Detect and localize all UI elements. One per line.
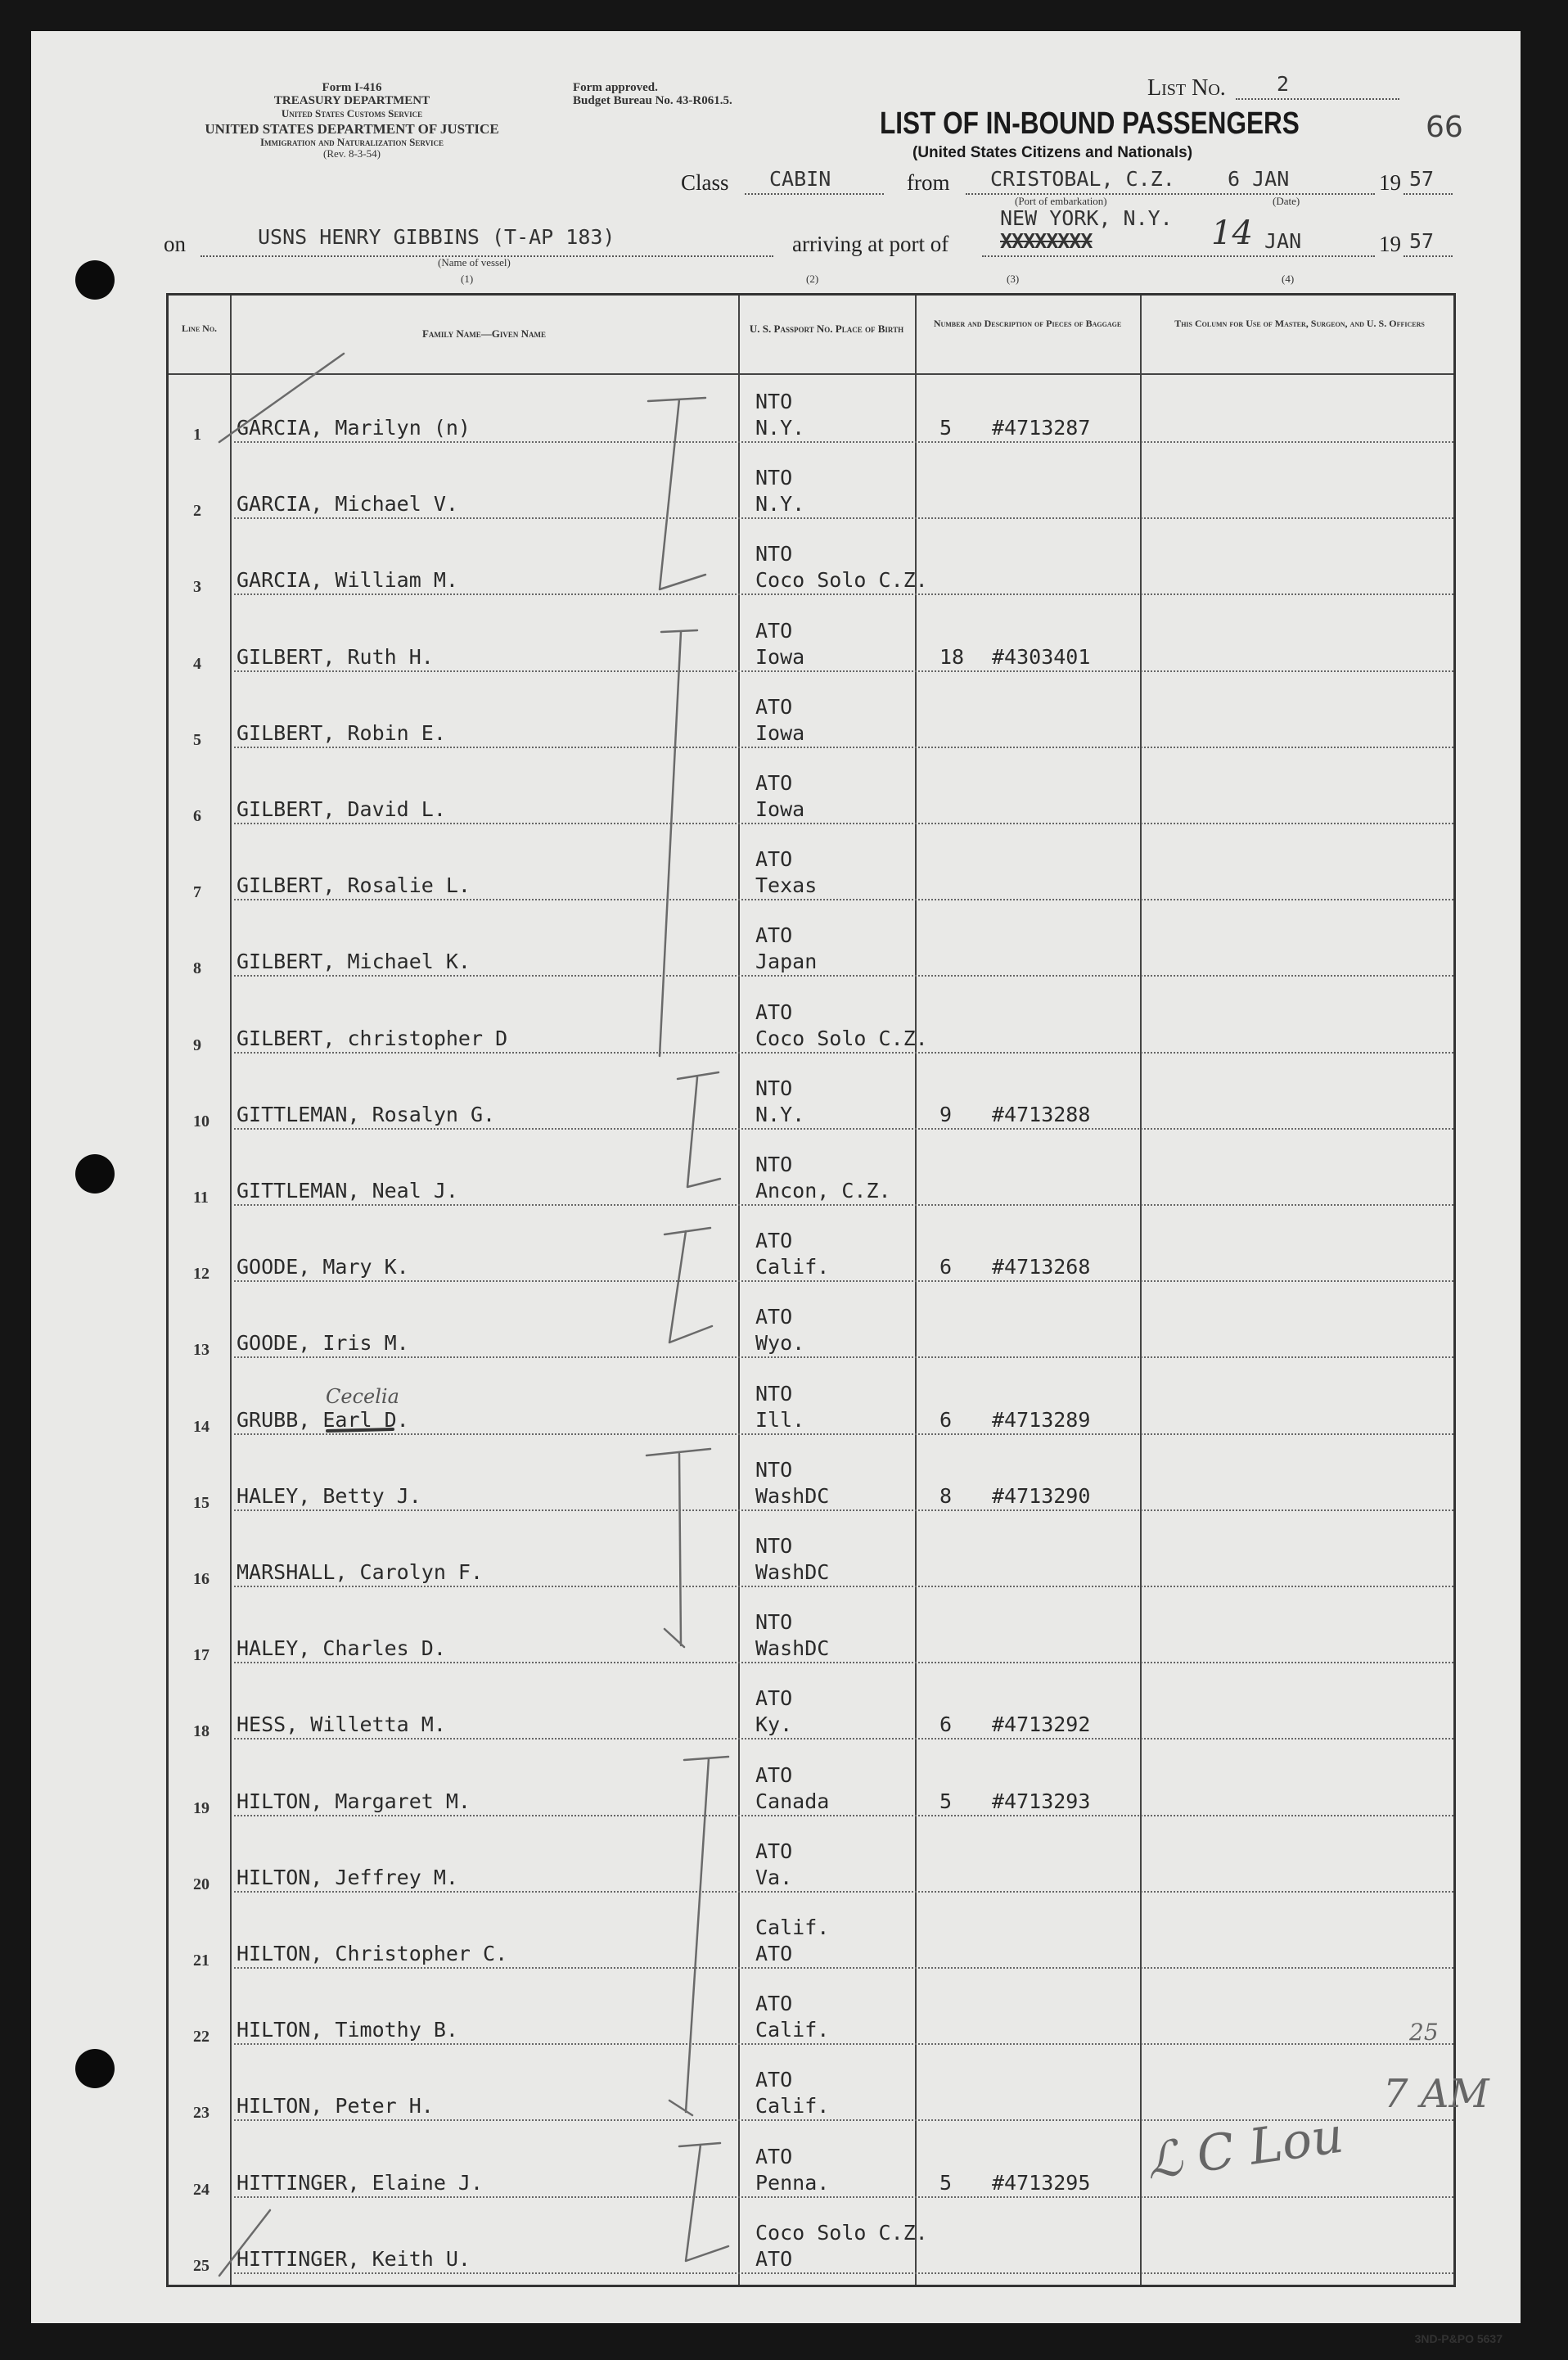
passport-code: Calif. bbox=[755, 1916, 830, 1939]
passenger-name: GOODE, Mary K. bbox=[237, 1255, 409, 1279]
baggage-count: 8 bbox=[939, 1483, 953, 1508]
from-label: from bbox=[907, 170, 950, 195]
birth-place: Iowa bbox=[755, 644, 805, 669]
passport-code: ATO bbox=[755, 1992, 793, 2016]
passenger-name: HILTON, Timothy B. bbox=[237, 2018, 458, 2042]
depart-year: 57 bbox=[1409, 167, 1435, 191]
passenger-name: HESS, Willetta M. bbox=[237, 1712, 446, 1737]
signature-time: 7 AM bbox=[1383, 2071, 1489, 2117]
line-number: 3 bbox=[193, 578, 201, 597]
passport-code: NTO bbox=[755, 390, 793, 413]
caption-1: (1) bbox=[461, 273, 474, 285]
arrival-port: NEW YORK, N.Y. bbox=[1000, 206, 1173, 230]
birth-place: N.Y. bbox=[755, 1102, 805, 1126]
birth-place: Penna. bbox=[755, 2170, 830, 2195]
passport-code: NTO bbox=[755, 1076, 793, 1100]
birth-place: N.Y. bbox=[755, 492, 805, 517]
list-no-value: 2 bbox=[1277, 72, 1290, 96]
justice-dept: UNITED STATES DEPARTMENT OF JUSTICE bbox=[205, 121, 499, 138]
caption-3: (3) bbox=[1007, 273, 1020, 285]
passenger-name: HITTINGER, Keith U. bbox=[237, 2246, 471, 2271]
line-number: 25 bbox=[193, 2256, 210, 2275]
passport-code: NTO bbox=[755, 1534, 793, 1558]
birth-place: ATO bbox=[755, 2246, 793, 2271]
bracket-mark bbox=[679, 2143, 728, 2261]
line-number: 12 bbox=[193, 1265, 210, 1284]
bracket-mark bbox=[669, 1757, 728, 2115]
passport-code: ATO bbox=[755, 771, 793, 795]
passport-code: NTO bbox=[755, 542, 793, 566]
vessel-name: USNS HENRY GIBBINS (T-AP 183) bbox=[258, 225, 615, 249]
line-number: 5 bbox=[193, 730, 201, 749]
passenger-name: GITTLEMAN, Neal J. bbox=[237, 1179, 458, 1203]
form-approved: Form approved. bbox=[573, 81, 658, 94]
passport-code: ATO bbox=[755, 923, 793, 948]
baggage-count: 5 bbox=[939, 1789, 953, 1813]
line-number: 8 bbox=[193, 959, 201, 978]
strike-mark bbox=[327, 1429, 393, 1431]
signature-superscript: 25 bbox=[1409, 2019, 1439, 2046]
budget-bureau: Budget Bureau No. 43-R061.5. bbox=[573, 93, 732, 107]
passport-code: ATO bbox=[755, 847, 793, 872]
on-label: on bbox=[164, 232, 186, 256]
baggage-tag: #4713292 bbox=[992, 1712, 1091, 1737]
passport-code: ATO bbox=[755, 2144, 793, 2168]
baggage-tag: #4713288 bbox=[992, 1102, 1091, 1126]
passport-code: NTO bbox=[755, 1457, 793, 1482]
col-header-passport: U. S. Passport No. Place of Birth bbox=[749, 323, 904, 335]
customs-service: United States Customs Service bbox=[281, 106, 423, 120]
passenger-name: GILBERT, Michael K. bbox=[237, 950, 471, 974]
line-number: 11 bbox=[193, 1189, 209, 1207]
class-label: Class bbox=[681, 170, 729, 195]
passport-code: NTO bbox=[755, 1610, 793, 1635]
passport-code: NTO bbox=[755, 466, 793, 490]
passenger-name: GILBERT, Ruth H. bbox=[237, 644, 434, 669]
vessel-caption: (Name of vessel) bbox=[438, 256, 511, 268]
caption-4: (4) bbox=[1282, 273, 1295, 285]
passenger-name: GARCIA, Marilyn (n) bbox=[237, 416, 471, 440]
passport-code: ATO bbox=[755, 1839, 793, 1863]
port-embark-caption: (Port of embarkation) bbox=[1015, 195, 1107, 207]
passport-code: NTO bbox=[755, 1381, 793, 1406]
arrival-year: 57 bbox=[1409, 229, 1435, 253]
passenger-name: GILBERT, Robin E. bbox=[237, 720, 446, 745]
line-number: 1 bbox=[193, 426, 201, 444]
treasury-dept: TREASURY DEPARTMENT bbox=[273, 93, 430, 107]
ins-service: Immigration and Naturalization Service bbox=[259, 135, 444, 148]
form-subtitle: (United States Citizens and Nationals) bbox=[912, 144, 1193, 161]
birth-place: Ancon, C.Z. bbox=[755, 1179, 891, 1203]
col-header-baggage: Number and Description of Pieces of Baggage bbox=[933, 318, 1122, 329]
birth-place: WashDC bbox=[755, 1636, 830, 1661]
page-number: 66 bbox=[1426, 111, 1463, 144]
form-number: Form I-416 bbox=[322, 81, 382, 94]
birth-place: Wyo. bbox=[755, 1331, 805, 1356]
baggage-tag: #4713290 bbox=[992, 1483, 1091, 1508]
birth-place: Japan bbox=[755, 950, 818, 974]
form-revision: (Rev. 8-3-54) bbox=[323, 147, 381, 160]
passport-code: ATO bbox=[755, 618, 793, 643]
baggage-count: 6 bbox=[939, 1712, 953, 1737]
passenger-name: MARSHALL, Carolyn F. bbox=[237, 1560, 484, 1584]
passenger-name: GILBERT, David L. bbox=[237, 797, 446, 821]
birth-place: Va. bbox=[755, 1865, 793, 1889]
col-header-line: Line No. bbox=[181, 323, 218, 334]
passenger-name: HILTON, Peter H. bbox=[237, 2094, 434, 2119]
port-of-embarkation: CRISTOBAL, C.Z. bbox=[990, 167, 1175, 191]
birth-place: WashDC bbox=[755, 1560, 830, 1584]
birth-place: Calif. bbox=[755, 1255, 830, 1279]
birth-place: ATO bbox=[755, 1942, 793, 1965]
birth-place: N.Y. bbox=[755, 416, 805, 440]
birth-place: Coco Solo C.Z. bbox=[755, 568, 928, 593]
passenger-name: GITTLEMAN, Rosalyn G. bbox=[237, 1102, 496, 1126]
passenger-name: GRUBB, Earl D. bbox=[237, 1407, 409, 1432]
line-number: 17 bbox=[193, 1646, 210, 1665]
passenger-name: HALEY, Betty J. bbox=[237, 1483, 421, 1508]
col-header-officers: This Column for Use of Master, Surgeon, and U. S. Officers bbox=[1174, 318, 1425, 329]
date-caption: (Date) bbox=[1273, 195, 1300, 207]
line-number: 2 bbox=[193, 502, 201, 521]
baggage-count: 6 bbox=[939, 1407, 953, 1432]
baggage-tag: #4713295 bbox=[992, 2170, 1091, 2195]
arrival-port-struck: XXXXXXXX bbox=[1000, 229, 1093, 253]
arrival-year-prefix: 19 bbox=[1379, 232, 1401, 256]
birth-place: Calif. bbox=[755, 2094, 830, 2119]
passenger-name: HILTON, Jeffrey M. bbox=[237, 1865, 458, 1889]
passenger-name: GARCIA, William M. bbox=[237, 568, 458, 593]
passenger-name: HILTON, Christopher C. bbox=[237, 1942, 508, 1965]
grubb-correction: Cecelia bbox=[326, 1385, 399, 1408]
passenger-name: GOODE, Iris M. bbox=[237, 1331, 409, 1356]
list-no-label: List No. bbox=[1147, 75, 1226, 101]
line-number: 13 bbox=[193, 1341, 210, 1360]
passport-code: ATO bbox=[755, 2068, 793, 2092]
passenger-name: HITTINGER, Elaine J. bbox=[237, 2170, 484, 2195]
passenger-name: HALEY, Charles D. bbox=[237, 1636, 446, 1661]
birth-place: Ky. bbox=[755, 1712, 793, 1737]
line-number: 21 bbox=[193, 1952, 210, 1970]
birth-place: Ill. bbox=[755, 1407, 805, 1432]
baggage-tag: #4713289 bbox=[992, 1407, 1091, 1432]
line-number: 23 bbox=[193, 2104, 210, 2123]
baggage-count: 6 bbox=[939, 1255, 953, 1279]
check-mark bbox=[219, 354, 344, 442]
birth-place: Canada bbox=[755, 1789, 830, 1813]
line-number: 15 bbox=[193, 1493, 210, 1512]
arrival-day: 14 bbox=[1211, 214, 1253, 252]
passport-code: Coco Solo C.Z. bbox=[755, 2220, 928, 2245]
bracket-mark bbox=[648, 398, 705, 589]
baggage-tag: #4713268 bbox=[992, 1255, 1091, 1279]
baggage-tag: #4303401 bbox=[992, 644, 1091, 669]
baggage-tag: #4713287 bbox=[992, 416, 1091, 440]
col-header-name: Family Name—Given Name bbox=[421, 327, 546, 340]
birth-place: Coco Solo C.Z. bbox=[755, 1026, 928, 1050]
birth-place: Iowa bbox=[755, 720, 805, 745]
caption-2: (2) bbox=[806, 273, 819, 285]
arrival-month: JAN bbox=[1264, 229, 1302, 253]
baggage-count: 9 bbox=[939, 1102, 953, 1126]
baggage-count: 5 bbox=[939, 2170, 953, 2195]
passport-code: NTO bbox=[755, 1153, 793, 1176]
class-value: CABIN bbox=[769, 167, 831, 191]
line-number: 9 bbox=[193, 1036, 201, 1054]
birth-place: Iowa bbox=[755, 797, 805, 821]
bracket-mark bbox=[647, 1449, 710, 1647]
line-number: 24 bbox=[193, 2180, 210, 2199]
baggage-tag: #4713293 bbox=[992, 1789, 1091, 1813]
check-mark bbox=[219, 2210, 270, 2276]
depart-year-prefix: 19 bbox=[1379, 170, 1401, 195]
bracket-mark bbox=[660, 630, 697, 1056]
passport-code: ATO bbox=[755, 1000, 793, 1024]
line-number: 19 bbox=[193, 1798, 210, 1817]
passenger-name: GILBERT, christopher D bbox=[237, 1026, 508, 1050]
form-title: LIST OF IN-BOUND PASSENGERS bbox=[880, 106, 1300, 141]
passport-code: ATO bbox=[755, 1305, 793, 1329]
passport-code: ATO bbox=[755, 1686, 793, 1711]
birth-place: WashDC bbox=[755, 1483, 830, 1508]
line-number: 10 bbox=[193, 1112, 210, 1130]
line-number: 4 bbox=[193, 654, 201, 673]
birth-place: Texas bbox=[755, 873, 818, 898]
baggage-count: 5 bbox=[939, 416, 953, 440]
line-number: 6 bbox=[193, 807, 201, 825]
passport-code: ATO bbox=[755, 694, 793, 719]
line-number: 22 bbox=[193, 2028, 210, 2046]
bracket-mark bbox=[665, 1228, 712, 1342]
birth-place: Calif. bbox=[755, 2018, 830, 2042]
bracket-mark bbox=[678, 1072, 720, 1187]
passport-code: ATO bbox=[755, 1762, 793, 1787]
passenger-name: GILBERT, Rosalie L. bbox=[237, 873, 471, 898]
line-number: 16 bbox=[193, 1570, 210, 1588]
officer-signature: ℒ C Lou bbox=[1142, 2106, 1347, 2191]
baggage-count: 18 bbox=[939, 644, 965, 669]
departure-date: 6 JAN bbox=[1228, 167, 1290, 191]
passenger-name: GARCIA, Michael V. bbox=[237, 492, 458, 517]
passenger-name: HILTON, Margaret M. bbox=[237, 1789, 471, 1813]
printer-code: 3ND-P&PO 5637 bbox=[1414, 2332, 1503, 2345]
passport-code: ATO bbox=[755, 1229, 793, 1253]
arriving-label: arriving at port of bbox=[792, 232, 949, 256]
line-number: 7 bbox=[193, 883, 201, 902]
line-number: 20 bbox=[193, 1875, 210, 1893]
line-number: 14 bbox=[193, 1417, 210, 1436]
line-number: 18 bbox=[193, 1722, 210, 1741]
